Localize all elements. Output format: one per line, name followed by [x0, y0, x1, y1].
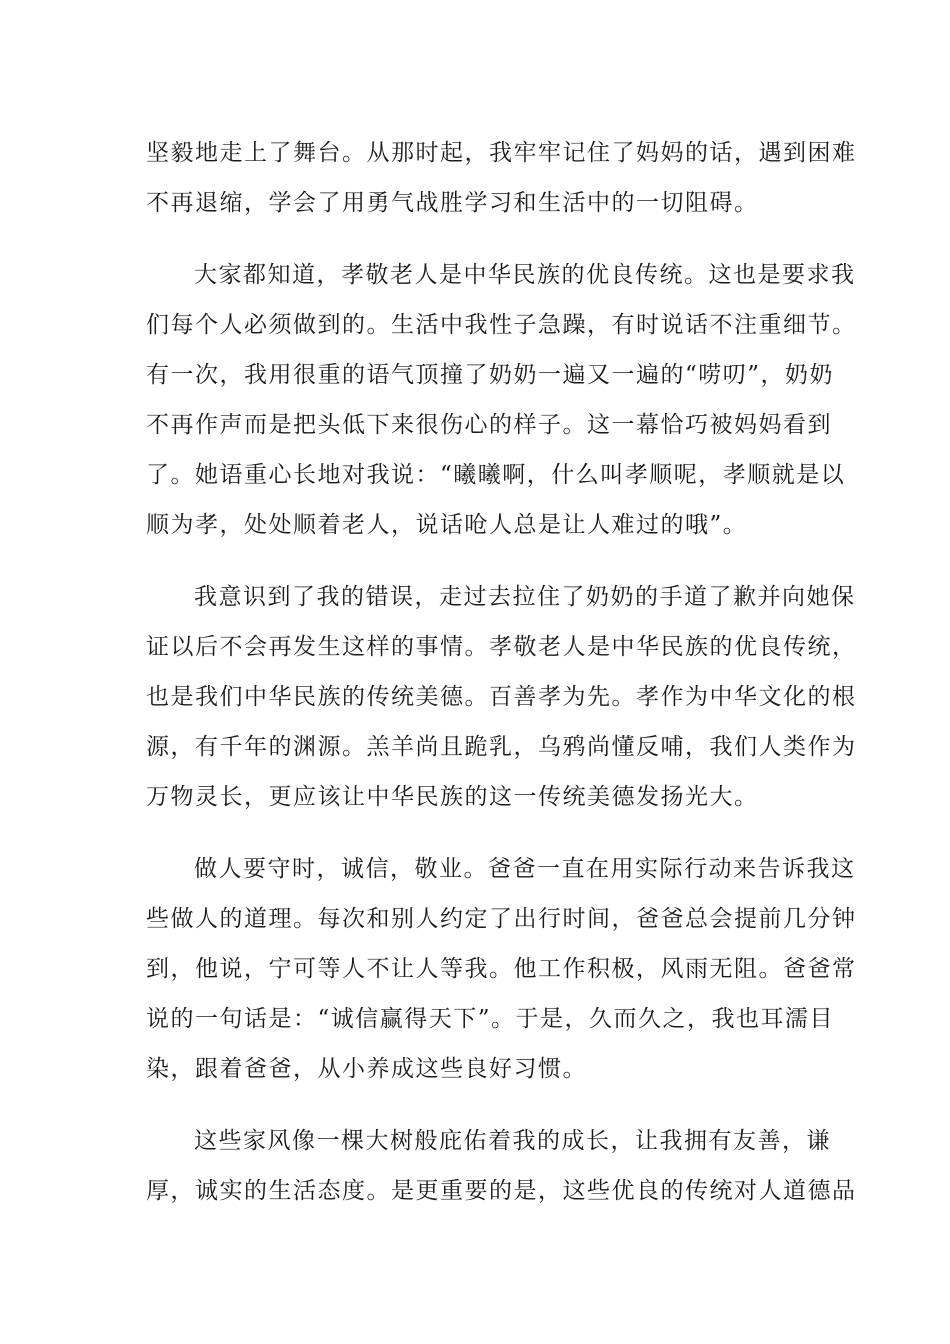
text-line: 这些家风像一棵大树般庇佑着我的成长，让我拥有友善，谦	[194, 1128, 831, 1154]
text-line: 我意识到了我的错误，走过去拉住了奶奶的手道了歉并向她保	[194, 584, 856, 610]
document-body	[146, 128, 857, 1216]
text-line: 说的一句话是：“诚信赢得天下”。于是，久而久之，我也耳濡目	[146, 1006, 835, 1032]
paragraph-spacer	[146, 550, 806, 572]
paragraph-3	[146, 572, 857, 822]
text-line: 万物灵长，更应该让中华民族的这一传统美德发扬光大。	[146, 784, 759, 810]
text-line: 们每个人必须做到的。生活中我性子急躁，有时说话不注重细节。	[146, 312, 857, 338]
paragraph-5	[146, 1116, 857, 1216]
text-line: 不再退缩，学会了用勇气战胜学习和生活中的一切阻碍。	[146, 190, 759, 216]
text-line: 染，跟着爸爸，从小养成这些良好习惯。	[146, 1056, 587, 1082]
text-line: 源，有千年的渊源。羔羊尚且跪乳，乌鸦尚懂反哺，我们人类作为	[146, 734, 857, 760]
text-line: 顺为孝，处处顺着老人，说话呛人总是让人难过的哦”。	[146, 512, 748, 538]
paragraph-spacer	[146, 1094, 806, 1116]
paragraph-1	[146, 128, 857, 228]
paragraph-2	[146, 250, 857, 550]
text-line: 厚，诚实的生活态度。是更重要的是，这些优良的传统对人道德品	[146, 1178, 857, 1204]
paragraph-spacer	[146, 228, 806, 250]
text-line: 些做人的道理。每次和别人约定了出行时间，爸爸总会提前几分钟	[146, 906, 857, 932]
text-line: 大家都知道，孝敬老人是中华民族的优良传统。这也是要求我	[194, 262, 856, 288]
text-line: 了。她语重心长地对我说：“曦曦啊，什么叫孝顺呢，孝顺就是以	[146, 462, 846, 488]
text-line: 有一次，我用很重的语气顶撞了奶奶一遍又一遍的“唠叨”，奶奶	[146, 362, 835, 388]
text-line: 证以后不会再发生这样的事情。孝敬老人是中华民族的优良传统，	[146, 634, 857, 660]
text-line: 不再作声而是把头低下来很伤心的样子。这一幕恰巧被妈妈看到	[146, 412, 832, 438]
paragraph-4	[146, 844, 857, 1094]
text-line: 也是我们中华民族的传统美德。百善孝为先。孝作为中华文化的根	[146, 684, 857, 710]
text-line: 坚毅地走上了舞台。从那时起，我牢牢记住了妈妈的话，遇到困难	[146, 140, 857, 166]
text-line: 做人要守时，诚信，敬业。爸爸一直在用实际行动来告诉我这	[194, 856, 856, 882]
paragraph-spacer	[146, 822, 806, 844]
text-line: 到，他说，宁可等人不让人等我。他工作积极，风雨无阻。爸爸常	[146, 956, 857, 982]
